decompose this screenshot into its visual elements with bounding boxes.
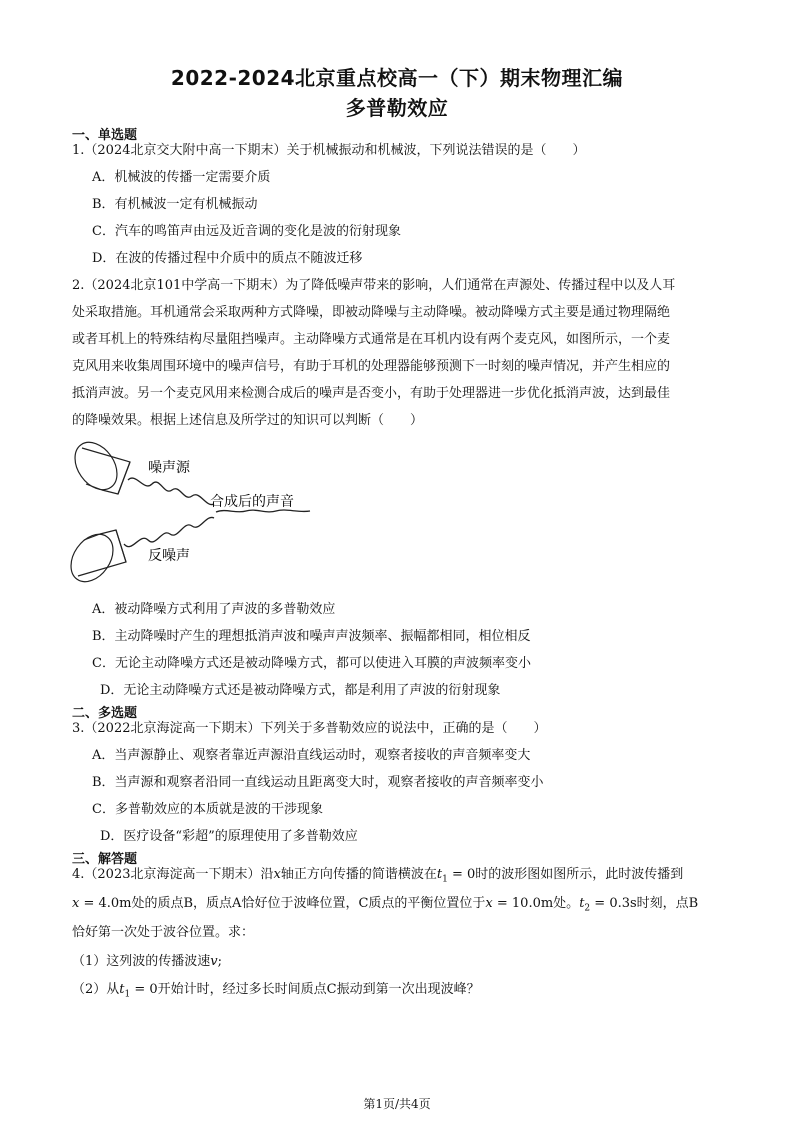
- question-4-part-2: [72, 982, 480, 1003]
- question-2-stem-line: 抵消声波。另一个麦克风用来检测合成后的噪声是否变小，有助于处理器进一步优化抵消声波，达到最佳: [72, 386, 671, 401]
- question-3-option-d: D．医疗设备“彩超”的原理使用了多普勒效应: [100, 829, 358, 844]
- text-run: （2）从: [72, 982, 120, 997]
- text-run: = 0开始计时，经过多长时间质点C振动到第一次出现波峰？: [130, 982, 480, 997]
- variable-t: t: [436, 867, 443, 882]
- question-1-option-c: C．汽车的鸣笛声由远及近音调的变化是波的衍射现象: [92, 224, 401, 239]
- variable-x: x: [72, 896, 80, 911]
- question-3-option-c: C．多普勒效应的本质就是波的干涉现象: [92, 802, 323, 817]
- question-2-stem-line: 或者耳机上的特殊结构尽量阻挡噪声。主动降噪方式通常是在耳机内设有两个麦克风，如图所示，一个麦: [72, 332, 671, 347]
- question-1-option-d: D．在波的传播过程中介质中的质点不随波迁移: [92, 251, 363, 266]
- document-subtitle: 多普勒效应: [345, 96, 449, 120]
- subscript: 1: [442, 874, 448, 885]
- question-2-stem: [72, 272, 722, 434]
- question-2-option-d: D．无论主动降噪方式还是被动降噪方式，都是利用了声波的衍射现象: [100, 683, 501, 698]
- anti-noise-label: 反噪声: [148, 548, 190, 564]
- text-run: = 0时的波形图如图所示，此时波传播到: [447, 867, 684, 882]
- question-2-option-a: A．被动降噪方式利用了声波的多普勒效应: [92, 602, 336, 617]
- question-4-part-1: [72, 954, 222, 970]
- text-run: = 10.0m处。: [492, 896, 580, 911]
- text-run: = 4.0m处的质点B，质点A恰好位于波峰位置，C质点的平衡位置位于: [79, 896, 486, 911]
- noise-speaker-icon: [66, 434, 130, 497]
- combined-wave: [216, 510, 310, 512]
- question-2-stem-line: 处采取措施。耳机通常会采取两种方式降噪，即被动降噪与主动降噪。被动降噪方式主要是通过物理隔绝: [72, 305, 671, 320]
- text-run: 轴正方向传播的简谐横波在: [280, 867, 437, 882]
- question-1-stem: 1.（2024北京交大附中高一下期末）关于机械振动和机械波，下列说法错误的是（ ）: [72, 143, 586, 158]
- question-4-stem-line-2: [72, 896, 698, 917]
- section-heading-single-choice: 一、单选题: [72, 128, 138, 143]
- anti-noise-wave: [124, 517, 214, 546]
- page-footer: 第1页/共4页: [363, 1097, 431, 1111]
- question-4-stem-line-3: 恰好第一次处于波谷位置。求：: [72, 925, 255, 940]
- question-2-stem-line: 的降噪效果。根据上述信息及所学过的知识可以判断（ ）: [72, 413, 424, 428]
- question-2-stem-line: 2.（2024北京101中学高一下期末）为了降低噪声带来的影响，人们通常在声源处、传播过程中以及人耳: [72, 278, 676, 293]
- combined-sound-label: 合成后的声音: [210, 494, 294, 510]
- question-2-stem-line: 克风用来收集周围环境中的噪声信号，有助于耳机的处理器能够预测下一时刻的噪声情况，并产生相应的: [72, 359, 671, 374]
- question-2-option-c: C．无论主动降噪方式还是被动降噪方式，都可以使进入耳膜的声波频率变小: [92, 656, 531, 671]
- noise-cancel-figure: [66, 432, 326, 590]
- anti-noise-speaker-icon: [66, 526, 126, 589]
- document-title: 2022-2024北京重点校高一（下）期末物理汇编: [170, 66, 624, 90]
- noise-source-label: 噪声源: [148, 460, 190, 476]
- variable-v: v: [210, 954, 218, 969]
- question-3-option-a: A．当声源静止、观察者靠近声源沿直线运动时，观察者接收的声音频率变大: [92, 748, 531, 763]
- question-1-option-a: A．机械波的传播一定需要介质: [92, 170, 271, 185]
- question-3-stem: 3.（2022北京海淀高一下期末）下列关于多普勒效应的说法中，正确的是（ ）: [72, 721, 547, 736]
- variable-x: x: [485, 896, 493, 911]
- variable-t: t: [579, 896, 585, 911]
- subscript: 2: [584, 903, 591, 914]
- text-run: 4.（2023北京海淀高一下期末）沿: [72, 867, 274, 882]
- question-3-option-b: B．当声源和观察者沿同一直线运动且距离变大时，观察者接收的声音频率变小: [92, 775, 544, 790]
- question-1-option-b: B．有机械波一定有机械振动: [92, 197, 258, 212]
- variable-t: t: [119, 982, 125, 997]
- noise-wave: [128, 478, 214, 505]
- question-2-option-b: B．主动降噪时产生的理想抵消声波和噪声声波频率、振幅都相同，相位相反: [92, 629, 531, 644]
- text-run: ;: [217, 954, 223, 969]
- section-heading-answer: 三、解答题: [72, 852, 138, 867]
- section-heading-multiple-choice: 二、多选题: [72, 706, 138, 721]
- variable-x: x: [273, 867, 281, 882]
- subscript: 1: [124, 989, 131, 1000]
- text-run: = 0.3s时刻，点B: [590, 896, 699, 911]
- text-run: （1）这列波的传播波速: [72, 954, 211, 969]
- question-4-stem-line-1: [72, 867, 683, 888]
